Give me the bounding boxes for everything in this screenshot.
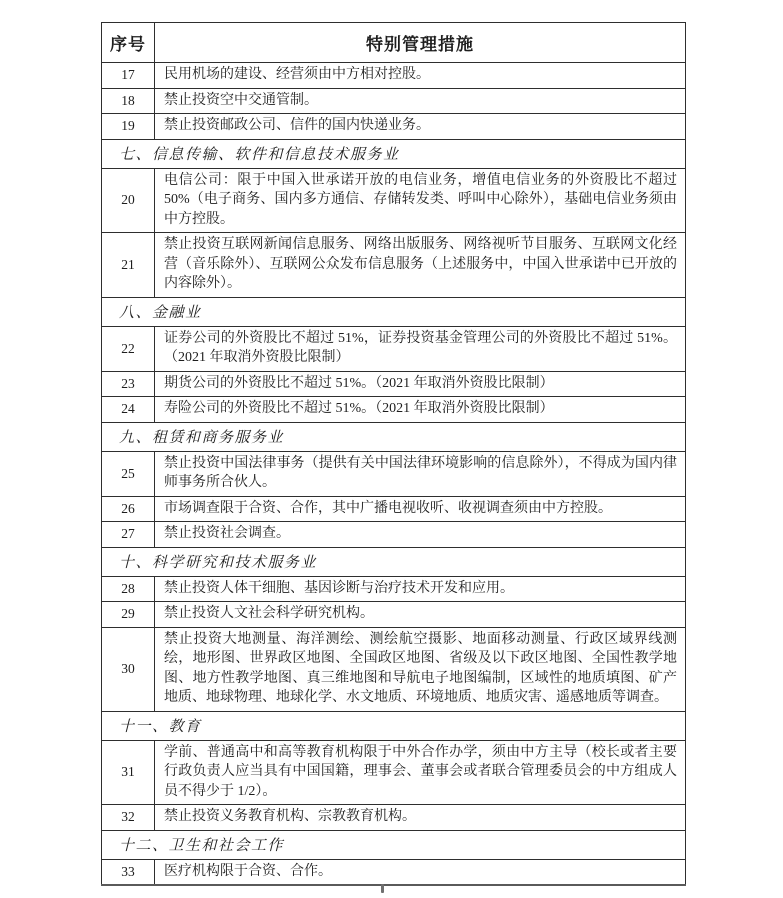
- section-row: [102, 139, 686, 168]
- measure-cell: 学前、普通高中和高等教育机构限于中外合作办学，须由中方主导（校长或者主要行政负责人应当具有中国国籍，理事会、董事会或者联合管理委员会的中方组成人员不得少于 1/2）。: [155, 740, 686, 805]
- row-number-cell: 29: [102, 602, 155, 628]
- measure-cell: 证券公司的外资股比不超过 51%，证券投资基金管理公司的外资股比不超过 51%。（2021 年取消外资股比限制）: [155, 326, 686, 371]
- section-row: [102, 711, 686, 740]
- measure-cell: 禁止投资义务教育机构、宗教教育机构。: [155, 805, 686, 831]
- measure-cell: 期货公司的外资股比不超过 51%。（2021 年取消外资股比限制）: [155, 371, 686, 397]
- table-row: [102, 805, 686, 831]
- row-number-cell: 22: [102, 326, 155, 371]
- section-title: 十二、卫生和社会工作: [102, 830, 686, 859]
- table-row: [102, 627, 686, 711]
- row-number-cell: 19: [102, 114, 155, 140]
- row-number-cell: 23: [102, 371, 155, 397]
- section-row: [102, 297, 686, 326]
- table-row: [102, 168, 686, 233]
- special-measures-table: [101, 22, 686, 886]
- section-row: [102, 830, 686, 859]
- header-special-measures: 特别管理措施: [155, 23, 686, 63]
- table-row: [102, 496, 686, 522]
- row-number-cell: 17: [102, 63, 155, 89]
- row-number-cell: 18: [102, 88, 155, 114]
- header-row: [102, 23, 686, 63]
- table-row: [102, 740, 686, 805]
- row-number-cell: 24: [102, 397, 155, 423]
- measure-cell: 禁止投资人体干细胞、基因诊断与治疗技术开发和应用。: [155, 576, 686, 602]
- table-row: [102, 602, 686, 628]
- section-title: 八、金融业: [102, 297, 686, 326]
- measure-cell: 禁止投资空中交通管制。: [155, 88, 686, 114]
- row-number-cell: 27: [102, 522, 155, 548]
- table-row: [102, 233, 686, 298]
- measure-cell: 医疗机构限于合资、合作。: [155, 859, 686, 885]
- table-row: [102, 63, 686, 89]
- table-row: [102, 397, 686, 423]
- section-row: [102, 422, 686, 451]
- measure-cell: 电信公司：限于中国入世承诺开放的电信业务，增值电信业务的外资股比不超过 50%（电子商务、国内多方通信、存储转发类、呼叫中心除外），基础电信业务须由中方控股。: [155, 168, 686, 233]
- table-row: [102, 88, 686, 114]
- table-row: [102, 114, 686, 140]
- table-row: [102, 859, 686, 885]
- row-number-cell: 30: [102, 627, 155, 711]
- section-row: [102, 547, 686, 576]
- measure-cell: 禁止投资中国法律事务（提供有关中国法律环境影响的信息除外），不得成为国内律师事务所合伙人。: [155, 451, 686, 496]
- table-header: [102, 23, 686, 63]
- table-row: [102, 326, 686, 371]
- page-number-mark: [381, 884, 384, 893]
- row-number-cell: 33: [102, 859, 155, 885]
- row-number-cell: 28: [102, 576, 155, 602]
- section-title: 十一、教育: [102, 711, 686, 740]
- row-number-cell: 21: [102, 233, 155, 298]
- measure-cell: 禁止投资大地测量、海洋测绘、测绘航空摄影、地面移动测量、行政区域界线测绘，地形图、世界政区地图、全国政区地图、省级及以下政区地图、全国性教学地图、地方性教学地图、真三维地图和导航电子地图编制，区域性的地质填图、矿产地质、地球物理、地球化学、水文地质、环境地质、地质灾害、遥感地质等调查。: [155, 627, 686, 711]
- row-number-cell: 31: [102, 740, 155, 805]
- table-row: [102, 451, 686, 496]
- measure-cell: 禁止投资互联网新闻信息服务、网络出版服务、网络视听节目服务、互联网文化经营（音乐除外）、互联网公众发布信息服务（上述服务中，中国入世承诺中已开放的内容除外）。: [155, 233, 686, 298]
- table-row: [102, 576, 686, 602]
- row-number-cell: 32: [102, 805, 155, 831]
- section-title: 九、租赁和商务服务业: [102, 422, 686, 451]
- table-body: [102, 63, 686, 886]
- measure-cell: 民用机场的建设、经营须由中方相对控股。: [155, 63, 686, 89]
- measure-cell: 寿险公司的外资股比不超过 51%。（2021 年取消外资股比限制）: [155, 397, 686, 423]
- section-title: 十、科学研究和技术服务业: [102, 547, 686, 576]
- measure-cell: 禁止投资社会调查。: [155, 522, 686, 548]
- measure-cell: 市场调查限于合资、合作，其中广播电视收听、收视调查须由中方控股。: [155, 496, 686, 522]
- row-number-cell: 26: [102, 496, 155, 522]
- row-number-cell: 20: [102, 168, 155, 233]
- section-title: 七、信息传输、软件和信息技术服务业: [102, 139, 686, 168]
- row-number-cell: 25: [102, 451, 155, 496]
- measure-cell: 禁止投资人文社会科学研究机构。: [155, 602, 686, 628]
- measure-cell: 禁止投资邮政公司、信件的国内快递业务。: [155, 114, 686, 140]
- header-serial-number: 序号: [102, 23, 155, 63]
- table-row: [102, 522, 686, 548]
- table-row: [102, 371, 686, 397]
